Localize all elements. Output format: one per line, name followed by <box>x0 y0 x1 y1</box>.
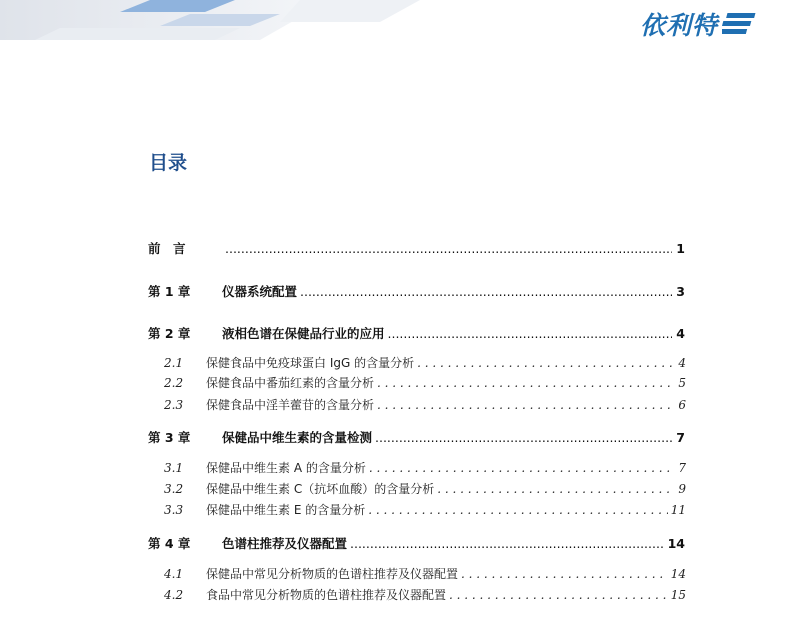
toc-entry-number: 4.2 <box>164 588 184 602</box>
toc-entry[interactable] <box>148 324 685 342</box>
toc-title: 目录 <box>149 152 188 174</box>
toc-entry-number: 2.3 <box>164 398 184 412</box>
toc-entry-number: 3.1 <box>164 461 184 475</box>
toc-entry-number: 第 1 章 <box>148 284 191 299</box>
toc-leader-dots <box>368 503 668 517</box>
toc-entry[interactable] <box>164 480 686 497</box>
toc-entry-number: 第 4 章 <box>148 536 191 551</box>
toc-entry-title: 保健品中维生素 C（抗坏血酸）的含量分析 <box>206 482 435 496</box>
toc-entry-number: 3.3 <box>164 503 184 517</box>
toc-entry-title: 液相色谱在保健品行业的应用 <box>222 326 385 341</box>
toc-entry[interactable] <box>164 374 686 391</box>
header-banner <box>0 0 800 60</box>
toc-entry-page: 9 <box>678 482 686 496</box>
toc-entry[interactable] <box>164 501 686 518</box>
toc-leader-dots <box>350 536 665 551</box>
toc-leader-dots <box>388 326 672 341</box>
toc-leader-dots <box>461 567 668 581</box>
toc-entry-page: 14 <box>667 536 685 551</box>
toc-entry-page: 1 <box>676 241 685 256</box>
toc-entry-page: 7 <box>678 461 686 475</box>
toc-entry-number: 2.2 <box>164 376 184 390</box>
toc-entry[interactable] <box>148 282 685 300</box>
toc-leader-dots <box>375 430 672 445</box>
toc-entry-number: 4.1 <box>164 567 184 581</box>
toc-entry-title: 色谱柱推荐及仪器配置 <box>222 536 348 551</box>
toc-entry-page: 6 <box>678 398 686 412</box>
toc-entry[interactable] <box>164 586 686 603</box>
toc-leader-dots <box>417 356 673 370</box>
toc-leader-dots <box>377 376 673 390</box>
toc-entry-page: 7 <box>676 430 685 445</box>
toc-entry-page: 3 <box>676 284 685 299</box>
toc-entry[interactable] <box>148 428 685 446</box>
toc-leader-dots <box>300 284 672 299</box>
toc-entry-page: 14 <box>670 567 686 581</box>
toc-entry-page: 11 <box>670 503 686 517</box>
toc-entry-title: 保健食品中番茄红素的含量分析 <box>206 376 375 390</box>
toc-entry-number: 前 言 <box>148 241 186 256</box>
toc-leader-dots <box>377 398 673 412</box>
toc-entry-number: 第 2 章 <box>148 326 191 341</box>
toc-entry-title: 保健品中常见分析物质的色谱柱推荐及仪器配置 <box>206 567 459 581</box>
toc-entry-title: 保健品中维生素 A 的含量分析 <box>206 461 366 475</box>
toc-leader-dots <box>437 482 673 496</box>
toc-entry-title: 保健食品中淫羊藿苷的含量分析 <box>206 398 375 412</box>
toc-entry-title: 保健食品中免疫球蛋白 IgG 的含量分析 <box>206 356 415 370</box>
toc-entry-page: 5 <box>678 376 686 390</box>
toc-entry-number: 3.2 <box>164 482 184 496</box>
toc-entry-title: 保健品中维生素的含量检测 <box>222 430 373 445</box>
toc-entry-number: 第 3 章 <box>148 430 191 445</box>
toc-entry[interactable] <box>164 354 686 371</box>
toc-entry[interactable] <box>148 534 685 552</box>
logo-text: 依利特 <box>639 11 718 40</box>
toc-entry-page: 4 <box>676 326 685 341</box>
toc-entry-title: 食品中常见分析物质的色谱柱推荐及仪器配置 <box>206 588 447 602</box>
toc-leader-dots <box>225 241 672 256</box>
toc-entry-number: 2.1 <box>164 356 184 370</box>
toc-entry[interactable] <box>148 239 685 257</box>
toc-entry-page: 4 <box>678 356 686 370</box>
toc-entry[interactable] <box>164 565 686 582</box>
toc-entry-page: 15 <box>670 588 686 602</box>
toc-entry[interactable] <box>164 396 686 413</box>
toc-leader-dots <box>369 461 673 475</box>
toc-entry[interactable] <box>164 459 686 476</box>
logo-stripes-icon <box>722 11 758 37</box>
toc-entry-title: 仪器系统配置 <box>222 284 298 299</box>
brand-logo <box>640 6 758 42</box>
toc-leader-dots <box>449 588 668 602</box>
toc-entry-title: 保健品中维生素 E 的含量分析 <box>206 503 366 517</box>
